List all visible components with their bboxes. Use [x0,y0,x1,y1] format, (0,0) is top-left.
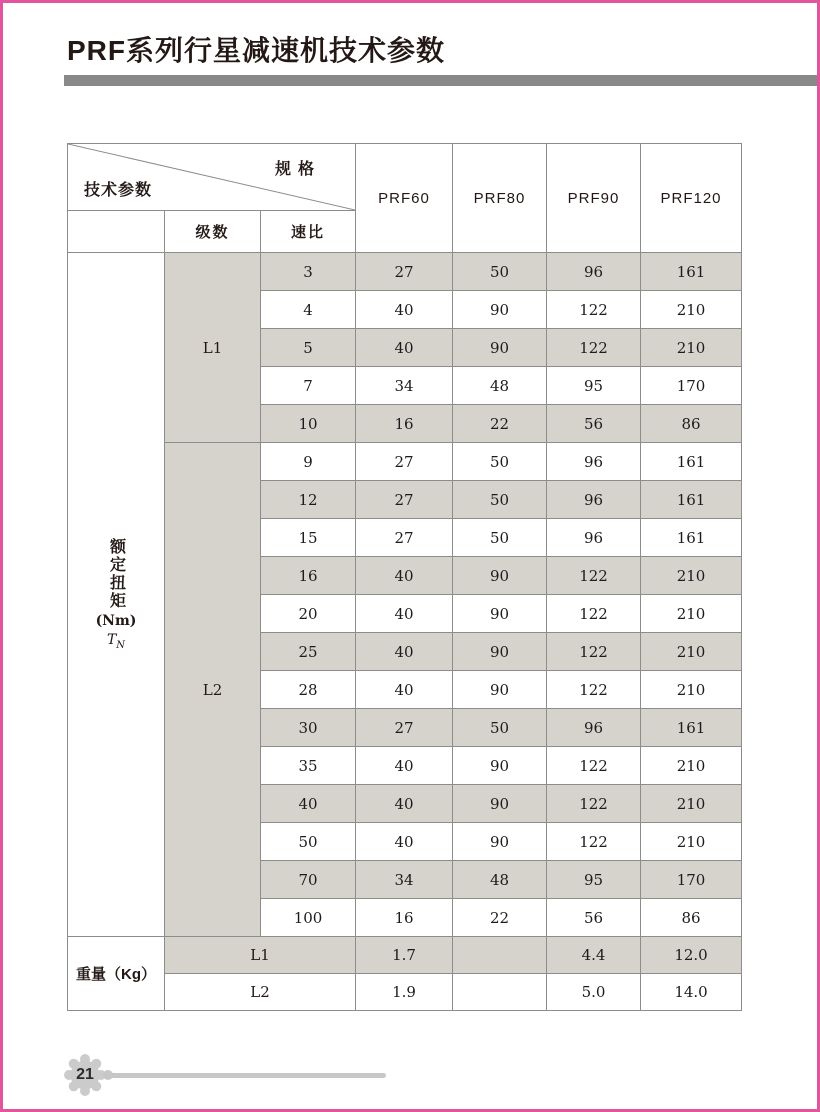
ratio-cell: 70 [261,861,356,899]
torque-value-cell: 122 [547,633,641,671]
weight-value [453,974,547,1011]
diagonal-header-cell [68,144,356,211]
torque-value-cell: 170 [641,367,742,405]
torque-value-cell: 27 [356,253,453,291]
page-title: PRF系列行星减速机技术参数 [67,35,446,66]
torque-value-cell: 161 [641,709,742,747]
torque-value-cell: 161 [641,481,742,519]
torque-value-cell: 90 [453,291,547,329]
torque-value-cell: 210 [641,633,742,671]
torque-value-cell: 170 [641,861,742,899]
ratio-cell: 12 [261,481,356,519]
torque-value-cell: 40 [356,595,453,633]
torque-value-cell: 90 [453,747,547,785]
ratio-cell: 35 [261,747,356,785]
torque-value-cell: 96 [547,709,641,747]
torque-value-cell: 122 [547,785,641,823]
weight-stage-l1: L1 [165,937,356,974]
subheader-stage: 级数 [165,211,261,253]
torque-value-cell: 96 [547,519,641,557]
ratio-cell: 4 [261,291,356,329]
torque-value-cell: 48 [453,367,547,405]
weight-stage-l2: L2 [165,974,356,1011]
torque-value-cell: 90 [453,557,547,595]
torque-value-cell: 40 [356,785,453,823]
torque-value-cell: 40 [356,633,453,671]
torque-value-cell: 210 [641,595,742,633]
torque-value-cell: 34 [356,367,453,405]
torque-value-cell: 210 [641,747,742,785]
torque-value-cell: 50 [453,481,547,519]
torque-value-cell: 210 [641,785,742,823]
torque-symbol: $T_N$ [106,632,126,651]
torque-value-cell: 50 [453,443,547,481]
torque-value-cell: 161 [641,519,742,557]
ratio-cell: 10 [261,405,356,443]
torque-value-cell: 210 [641,329,742,367]
torque-value-cell: 210 [641,671,742,709]
torque-value-cell: 34 [356,861,453,899]
torque-row-header [68,253,165,937]
column-header-prf80: PRF80 [453,144,547,253]
torque-value-cell: 40 [356,557,453,595]
weight-row-header: 重量（Kg） [68,937,165,1011]
torque-value-cell: 210 [641,557,742,595]
column-header-prf60: PRF60 [356,144,453,253]
torque-label-vertical: 额定扭矩 [107,538,125,611]
page-number: 21 [76,1066,94,1083]
torque-unit: (Nm) [95,613,137,630]
torque-value-cell: 122 [547,595,641,633]
torque-value-cell: 210 [641,291,742,329]
torque-value-cell: 122 [547,823,641,861]
ratio-cell: 16 [261,557,356,595]
torque-value-cell: 86 [641,405,742,443]
torque-value-cell: 122 [547,329,641,367]
corner-label-tech-params: 技术参数 [84,182,153,199]
torque-value-cell: 27 [356,709,453,747]
torque-value-cell: 48 [453,861,547,899]
torque-value-cell: 27 [356,443,453,481]
corner-label-spec: 规格 [275,161,322,178]
ratio-cell: 7 [261,367,356,405]
torque-value-cell: 122 [547,557,641,595]
ratio-cell: 28 [261,671,356,709]
torque-value-cell: 22 [453,899,547,937]
torque-value-cell: 50 [453,519,547,557]
torque-value-cell: 90 [453,785,547,823]
torque-value-cell: 90 [453,595,547,633]
torque-value-cell: 122 [547,747,641,785]
torque-value-cell: 16 [356,405,453,443]
torque-value-cell: 90 [453,671,547,709]
torque-value-cell: 40 [356,329,453,367]
torque-value-cell: 122 [547,291,641,329]
ratio-cell: 30 [261,709,356,747]
torque-value-cell: 90 [453,329,547,367]
torque-value-cell: 56 [547,899,641,937]
torque-value-cell: 40 [356,747,453,785]
ratio-cell: 20 [261,595,356,633]
ratio-cell: 40 [261,785,356,823]
torque-value-cell: 210 [641,823,742,861]
torque-value-cell: 50 [453,709,547,747]
weight-value: 1.7 [356,937,453,974]
ratio-cell: 50 [261,823,356,861]
torque-value-cell: 27 [356,481,453,519]
weight-value [453,937,547,974]
weight-value: 12.0 [641,937,742,974]
ratio-cell: 3 [261,253,356,291]
torque-value-cell: 16 [356,899,453,937]
subheader-ratio: 速比 [261,211,356,253]
torque-value-cell: 56 [547,405,641,443]
footer [3,1053,820,1099]
column-header-prf120: PRF120 [641,144,742,253]
column-header-prf90: PRF90 [547,144,641,253]
torque-value-cell: 96 [547,481,641,519]
torque-value-cell: 27 [356,519,453,557]
table-row [68,253,742,291]
torque-value-cell: 90 [453,823,547,861]
stage-cell-l2: L2 [165,443,261,937]
weight-value: 1.9 [356,974,453,1011]
torque-value-cell: 161 [641,253,742,291]
torque-value-cell: 161 [641,443,742,481]
torque-value-cell: 96 [547,253,641,291]
footer-decorative-line [110,1073,386,1078]
torque-value-cell: 40 [356,823,453,861]
torque-value-cell: 86 [641,899,742,937]
ratio-cell: 15 [261,519,356,557]
torque-value-cell: 40 [356,291,453,329]
corner-empty-cell [68,211,165,253]
weight-value: 5.0 [547,974,641,1011]
torque-value-cell: 122 [547,671,641,709]
ratio-cell: 9 [261,443,356,481]
ratio-cell: 5 [261,329,356,367]
table-row [68,443,742,481]
stage-cell-l1: L1 [165,253,261,443]
torque-value-cell: 90 [453,633,547,671]
spec-table [67,143,742,1011]
torque-value-cell: 22 [453,405,547,443]
ratio-cell: 25 [261,633,356,671]
weight-value: 14.0 [641,974,742,1011]
torque-value-cell: 40 [356,671,453,709]
torque-value-cell: 50 [453,253,547,291]
weight-value: 4.4 [547,937,641,974]
title-underline-bar [64,75,817,86]
torque-value-cell: 96 [547,443,641,481]
ratio-cell: 100 [261,899,356,937]
torque-value-cell: 95 [547,861,641,899]
torque-value-cell: 95 [547,367,641,405]
